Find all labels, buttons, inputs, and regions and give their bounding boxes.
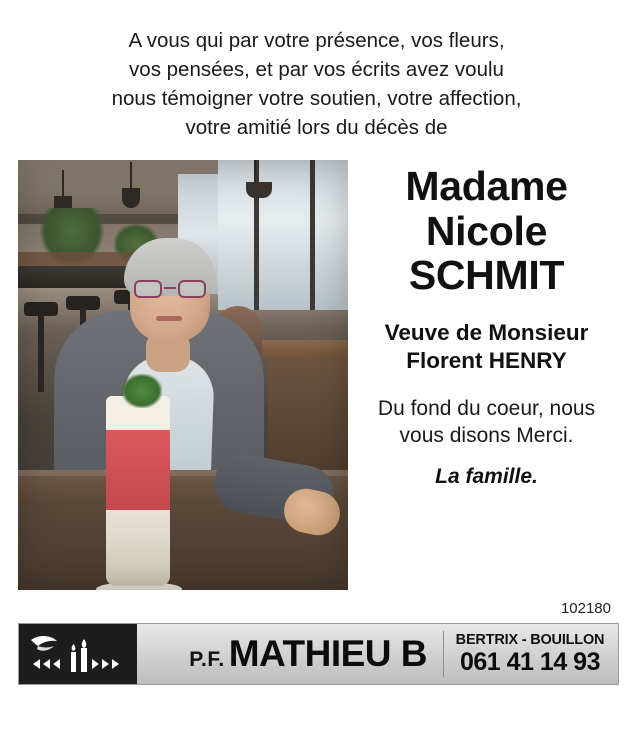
deceased-title: Madame [405,163,568,210]
phone-number[interactable]: 061 41 14 93 [460,647,600,676]
photo-canvas [18,160,348,590]
photo-vignette [18,160,348,590]
spouse-name: Florent HENRY [406,347,567,373]
brand-name: MATHIEU B [228,633,427,675]
spouse-info [362,319,611,374]
deceased-firstname: Nicole [425,207,548,254]
thank-you-line-4: votre amitié lors du décès de [185,116,448,140]
thank-you-line-1: A vous qui par votre présence, vos fleurs, [128,29,505,52]
spouse-relation: Veuve de Monsieur [384,320,589,346]
thank-you-line-3: nous témoigner votre soutien, votre affection, [111,87,522,111]
reference-number: 102180 [560,600,611,618]
deceased-photo [18,160,348,590]
thanks-text [362,396,611,449]
signature: La famille. [435,465,538,489]
footer-divider [443,631,444,677]
thanks-line-1: Du fond du coeur, nous [377,397,596,421]
thanks-line-2: vous disons Merci. [399,423,574,447]
funeral-home-logo [19,624,137,684]
pf-label: P.F. [189,648,225,672]
notice-body [0,152,633,590]
notice-text-column [348,160,619,489]
cities-label: BERTRIX - BOUILLON [455,631,605,648]
deceased-name [362,164,611,297]
funeral-home-name [137,633,437,675]
thank-you-message [0,0,633,152]
funeral-home-banner[interactable] [18,623,619,685]
thank-you-line-2: vos pensées, et par vos écrits avez voulu [129,58,504,82]
funeral-home-contact [450,632,618,677]
deceased-lastname: SCHMIT [408,251,565,298]
